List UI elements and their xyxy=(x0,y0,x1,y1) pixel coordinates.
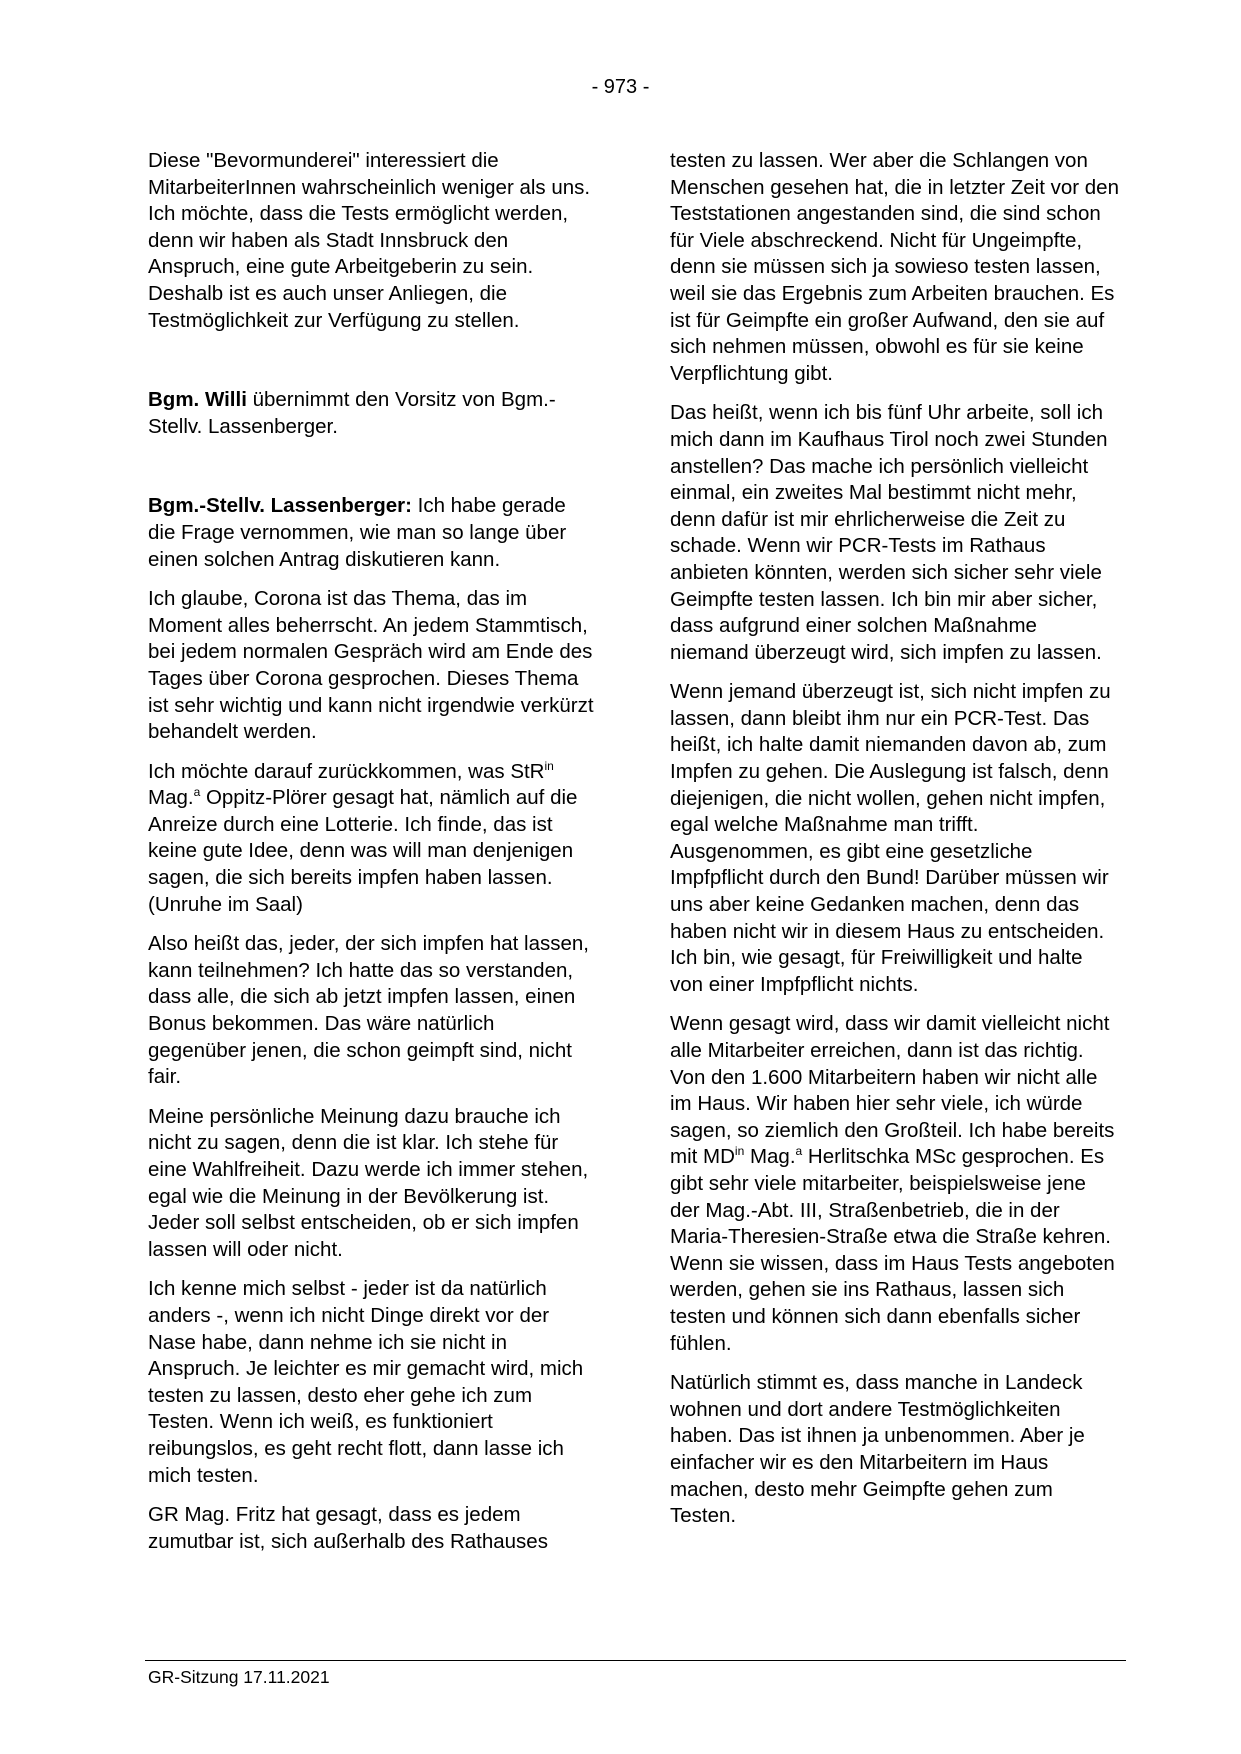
paragraph: Ich glaube, Corona ist das Thema, das im Moment alles beherrscht. An jedem Stammtisch, bei jedem normalen Gespräch wird am Ende des Tages über Corona gesprochen. Dieses Thema ist sehr wichtig und kann nicht irgendwie verkürzt behandelt werden. xyxy=(148,587,594,744)
speaker-name: Bgm.-Stellv. Lassenberger: xyxy=(148,494,412,518)
footer-session-date: GR-Sitzung 17.11.2021 xyxy=(148,1667,330,1687)
paragraph-text: Ich habe gerade die Frage vernommen, wie man so lange über einen solchen Antrag diskutieren kann. xyxy=(148,494,567,571)
paragraph: Diese "Bevormunderei" interessiert die MitarbeiterInnen wahrscheinlich weniger als uns. Ich möchte, dass die Tests ermöglicht werden, denn wir haben als Stadt Innsbruck den Anspruch, eine gute Arbeitgeberin zu sein. Deshalb ist es auch unser Anliegen, die Testmöglichkeit zur Verfügung zu stellen. xyxy=(148,149,591,332)
paragraph xyxy=(670,1011,1120,1357)
paragraph-text: Oppitz-Plörer gesagt hat, nämlich auf die Anreize durch eine Lotterie. Ich finde, das ist keine gute Idee, denn was will man denjenigen sagen, die sich bereits impfen haben lassen. (Unruhe im Saal) xyxy=(148,786,578,916)
right-column xyxy=(670,148,1120,1543)
paragraph-text: Wenn gesagt wird, dass wir damit vielleicht nicht alle Mitarbeiter erreichen, dann ist das richtig. Von den 1.600 Mitarbeitern haben wir nicht alle im Haus. Wir haben hier sehr viele, ich würde sagen, so ziemlich den Großteil. Ich habe bereits mit MD xyxy=(670,1012,1115,1169)
superscript: a xyxy=(795,1144,803,1159)
paragraph: Meine persönliche Meinung dazu brauche ich nicht zu sagen, denn die ist klar. Ich stehe für eine Wahlfreiheit. Dazu werde ich immer stehen, egal wie die Meinung in der Bevölkerung ist. Jeder soll selbst entscheiden, ob er sich impfen lassen will oder nicht. xyxy=(148,1104,589,1261)
footer-divider xyxy=(145,1660,1126,1661)
page-number: - 973 - xyxy=(591,76,650,98)
paragraph-text: Mag. xyxy=(148,786,194,810)
paragraph xyxy=(148,759,598,919)
paragraph: Natürlich stimmt es, dass manche in Landeck wohnen und dort andere Testmöglichkeiten haben. Das ist ihnen ja unbenommen. Aber je einfacher wir es den Mitarbeitern im Haus machen, desto mehr Geimpfte gehen zum Testen. xyxy=(670,1371,1085,1528)
left-column xyxy=(148,148,598,1568)
paragraph-text: Ich möchte darauf zurückkommen, was StR xyxy=(148,759,545,783)
paragraph: Ich kenne mich selbst - jeder ist da natürlich anders -, wenn ich nicht Dinge direkt vor der Nase habe, dann nehme ich sie nicht in Anspruch. Je leichter es mir gemacht wird, mich testen zu lassen, desto eher gehe ich zum Testen. Wenn ich weiß, es funktioniert reibungslos, es geht recht flott, dann lasse ich mich testen. xyxy=(148,1277,584,1487)
speaker-name: Bgm. Willi xyxy=(148,388,247,412)
superscript: in xyxy=(734,1144,745,1159)
paragraph-text: Mag. xyxy=(744,1145,796,1169)
paragraph: testen zu lassen. Wer aber die Schlangen von Menschen gesehen hat, die in letzter Zeit vor den Teststationen angestanden sind, die sind schon für Viele abschreckend. Nicht für Ungeimpfte, denn sie müssen sich ja sowieso testen lassen, weil sie das Ergebnis zum Arbeiten brauchen. Es ist für Geimpfte ein großer Aufwand, den sie auf sich nehmen müssen, obwohl es für sie keine Verpflichtung gibt. xyxy=(670,149,1119,385)
superscript: a xyxy=(193,785,201,800)
paragraph: GR Mag. Fritz hat gesagt, dass es jedem zumutbar ist, sich außerhalb des Rathauses xyxy=(148,1503,548,1553)
paragraph-text: übernimmt den Vorsitz von Bgm.-Stellv. Lassenberger. xyxy=(148,388,556,438)
superscript: in xyxy=(544,758,554,773)
paragraph xyxy=(148,387,598,440)
paragraph xyxy=(148,493,598,573)
paragraph: Das heißt, wenn ich bis fünf Uhr arbeite, soll ich mich dann im Kaufhaus Tirol noch zwei Stunden anstellen? Das mache ich persönlich vielleicht einmal, ein zweites Mal bestimmt nicht mehr, denn dafür ist mir ehrlicherweise die Zeit zu schade. Wenn wir PCR-Tests im Rathaus anbieten könnten, werden sich sicher sehr viele Geimpfte testen lassen. Ich bin mir aber sicher, dass aufgrund einer solchen Maßnahme niemand überzeugt wird, sich impfen zu lassen. xyxy=(670,401,1108,664)
paragraph-text: Herlitschka MSc gesprochen. Es gibt sehr viele mitarbeiter, beispielsweise jene der Mag.-Abt. III, Straßenbetrieb, die in der Maria-Theresien-Straße etwa die Straße kehren. Wenn sie wissen, dass im Haus Tests angeboten werden, gehen sie ins Rathaus, lassen sich testen und können sich dann ebenfalls sicher fühlen. xyxy=(670,1145,1115,1355)
paragraph: Also heißt das, jeder, der sich impfen hat lassen, kann teilnehmen? Ich hatte das so verstanden, dass alle, die sich ab jetzt impfen lassen, einen Bonus bekommen. Das wäre natürlich gegenüber jenen, die schon geimpft sind, nicht fair. xyxy=(148,932,589,1089)
paragraph: Wenn jemand überzeugt ist, sich nicht impfen zu lassen, dann bleibt ihm nur ein PCR-Test. Das heißt, ich halte damit niemanden davon ab, zum Impfen zu gehen. Die Auslegung ist falsch, denn diejenigen, die nicht wollen, gehen nicht impfen, egal welche Maßnahme man trifft. Ausgenommen, es gibt eine gesetzliche Impfpflicht durch den Bund! Darüber müssen wir uns aber keine Gedanken machen, denn das haben nicht wir in diesem Haus zu entscheiden. Ich bin, wie gesagt, für Freiwilligkeit und halte von einer Impfpflicht nichts. xyxy=(670,680,1111,996)
